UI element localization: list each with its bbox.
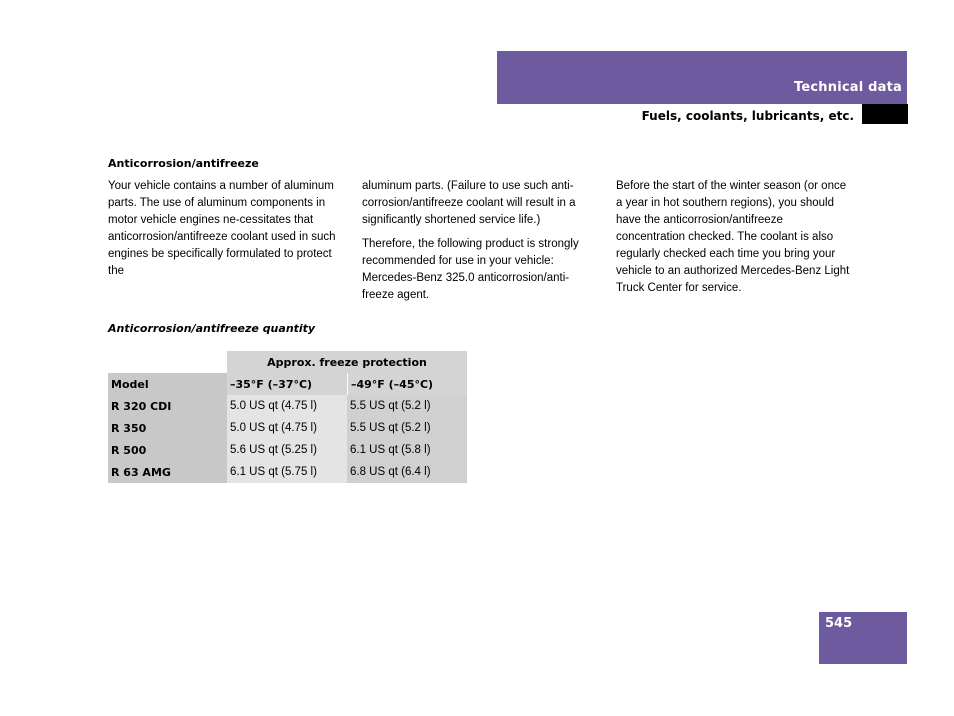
table-cell: 6.8 US qt (6.4 l)	[347, 461, 467, 483]
table-cell-model: R 63 AMG	[108, 461, 227, 483]
paragraph: Your vehicle contains a number of aluminum parts. The use of aluminum components in motor vehicle engines ne-cessitates that anticorrosion/antifreeze coolant used in such engines be specifically formulated to protect the	[108, 180, 336, 277]
table-group-header: Approx. freeze protection	[227, 351, 467, 373]
table-cell-model: R 500	[108, 439, 227, 461]
header-band	[497, 51, 907, 104]
quantity-title: Anticorrosion/antifreeze quantity	[108, 322, 316, 335]
antifreeze-quantity-table	[108, 351, 467, 483]
text-column-1	[108, 178, 346, 287]
paragraph: aluminum parts. (Failure to use such anti-corrosion/antifreeze coolant will result in a significantly shortened service life.)	[362, 180, 576, 226]
table-row	[108, 439, 467, 461]
page-number: 545	[825, 616, 853, 631]
table-cell: 5.0 US qt (4.75 l)	[227, 417, 347, 439]
text-column-3	[616, 178, 854, 304]
table-corner-cell	[108, 351, 227, 373]
table-cell: 6.1 US qt (5.75 l)	[227, 461, 347, 483]
table-cell: 5.5 US qt (5.2 l)	[347, 417, 467, 439]
table-header-cell: –49°F (–45°C)	[347, 373, 467, 395]
table-group-header-row	[108, 351, 467, 373]
paragraph: Before the start of the winter season (or once a year in hot southern regions), you should have the anticorrosion/antifreeze concentration checked. The coolant is also regularly checked each time you bring your vehicle to an authorized Mercedes-Benz Light Truck Center for service.	[616, 180, 850, 294]
paragraph: Therefore, the following product is strongly recommended for use in your vehicle: Mercedes-Benz 325.0 anticorrosion/anti-freeze agent.	[362, 238, 579, 301]
table-cell: 5.5 US qt (5.2 l)	[347, 395, 467, 417]
table-row	[108, 395, 467, 417]
table-header-cell: –35°F (–37°C)	[227, 373, 347, 395]
table-header-row	[108, 373, 467, 395]
chapter-title: Technical data	[794, 80, 902, 95]
table-cell: 6.1 US qt (5.8 l)	[347, 439, 467, 461]
text-column-2	[362, 178, 600, 311]
table-cell-model: R 350	[108, 417, 227, 439]
table-cell: 5.6 US qt (5.25 l)	[227, 439, 347, 461]
section-title: Anticorrosion/antifreeze	[108, 157, 259, 170]
table-cell-model: R 320 CDI	[108, 395, 227, 417]
table-cell: 5.0 US qt (4.75 l)	[227, 395, 347, 417]
table-row	[108, 461, 467, 483]
chapter-tab-marker	[862, 104, 908, 124]
table-header-cell: Model	[108, 373, 227, 395]
table-row	[108, 417, 467, 439]
section-subtitle: Fuels, coolants, lubricants, etc.	[641, 109, 854, 123]
